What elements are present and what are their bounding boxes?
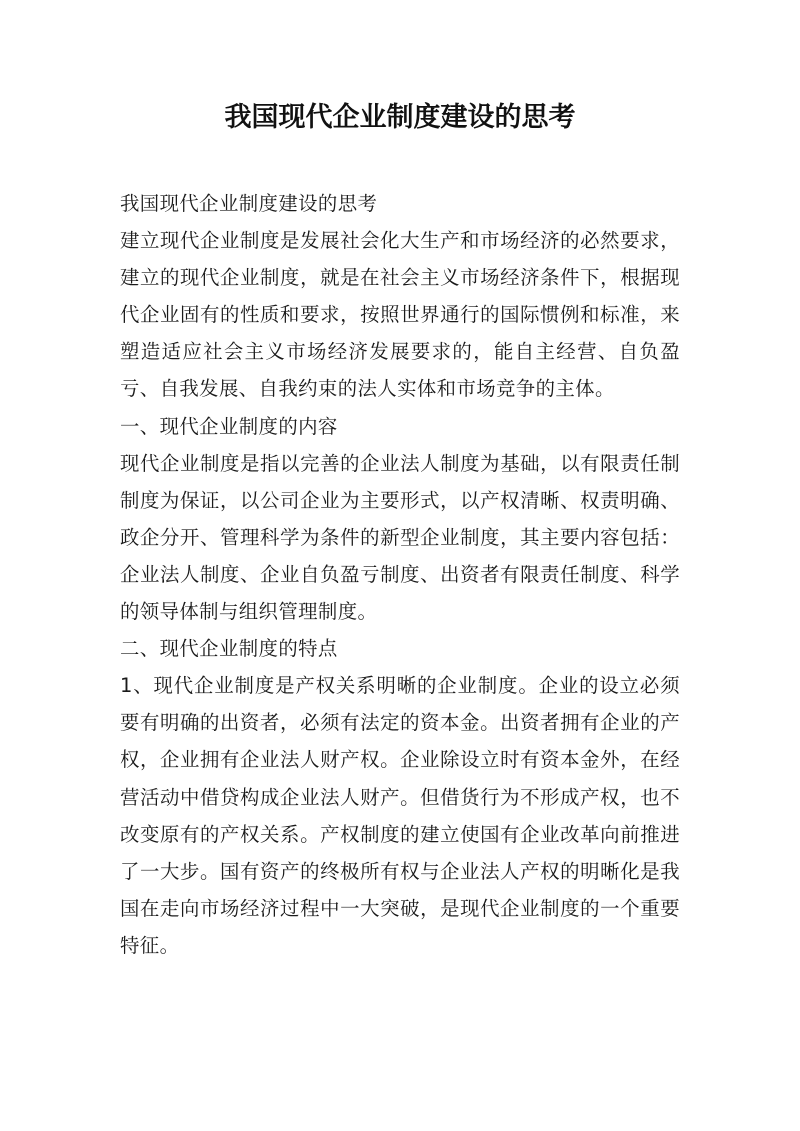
paragraph-subtitle: 我国现代企业制度建设的思考 [120,192,378,215]
paragraph-intro: 建立现代企业制度是发展社会化大生产和市场经济的必然要求，建立的现代企业制度，就是在社会主义市场经济条件下，根据现代企业固有的性质和要求，按照世界通行的国际惯例和标准，来塑造适应社会主义市场经济发展要求的，能自主经营、自负盈亏、自我发展、自我约束的法人实体和市场竞争的主体。 [120,229,680,401]
section-heading-content: 一、现代企业制度的内容 [120,414,338,438]
document-title: 我国现代企业制度建设的思考 [224,102,576,133]
paragraph-feature-1: 1、现代企业制度是产权关系明晰的企业制度。企业的设立必须要有明确的出资者，必须有法定的资本金。出资者拥有企业的产权，企业拥有企业法人财产权。企业除设立时有资本金外，在经营活动中借贷构成企业法人财产。但借货行为不形成产权，也不改变原有的产权关系。产权制度的建立使国有企业改革向前推进了一大步。国有资产的终极所有权与企业法人产权的明晰化是我国在走向市场经济过程中一大突破，是现代企业制度的一个重要特征。 [120,674,680,957]
document-body [120,185,680,964]
paragraph-content: 现代企业制度是指以完善的企业法人制度为基础，以有限责任制制度为保证，以公司企业为主要形式，以产权清晰、权责明确、政企分开、管理科学为条件的新型企业制度，其主要内容包括：企业法人制度、企业自负盈亏制度、出资者有限责任制度、科学的领导体制与组织管理制度。 [120,451,680,624]
section-heading-features: 二、现代企业制度的特点 [120,637,338,661]
